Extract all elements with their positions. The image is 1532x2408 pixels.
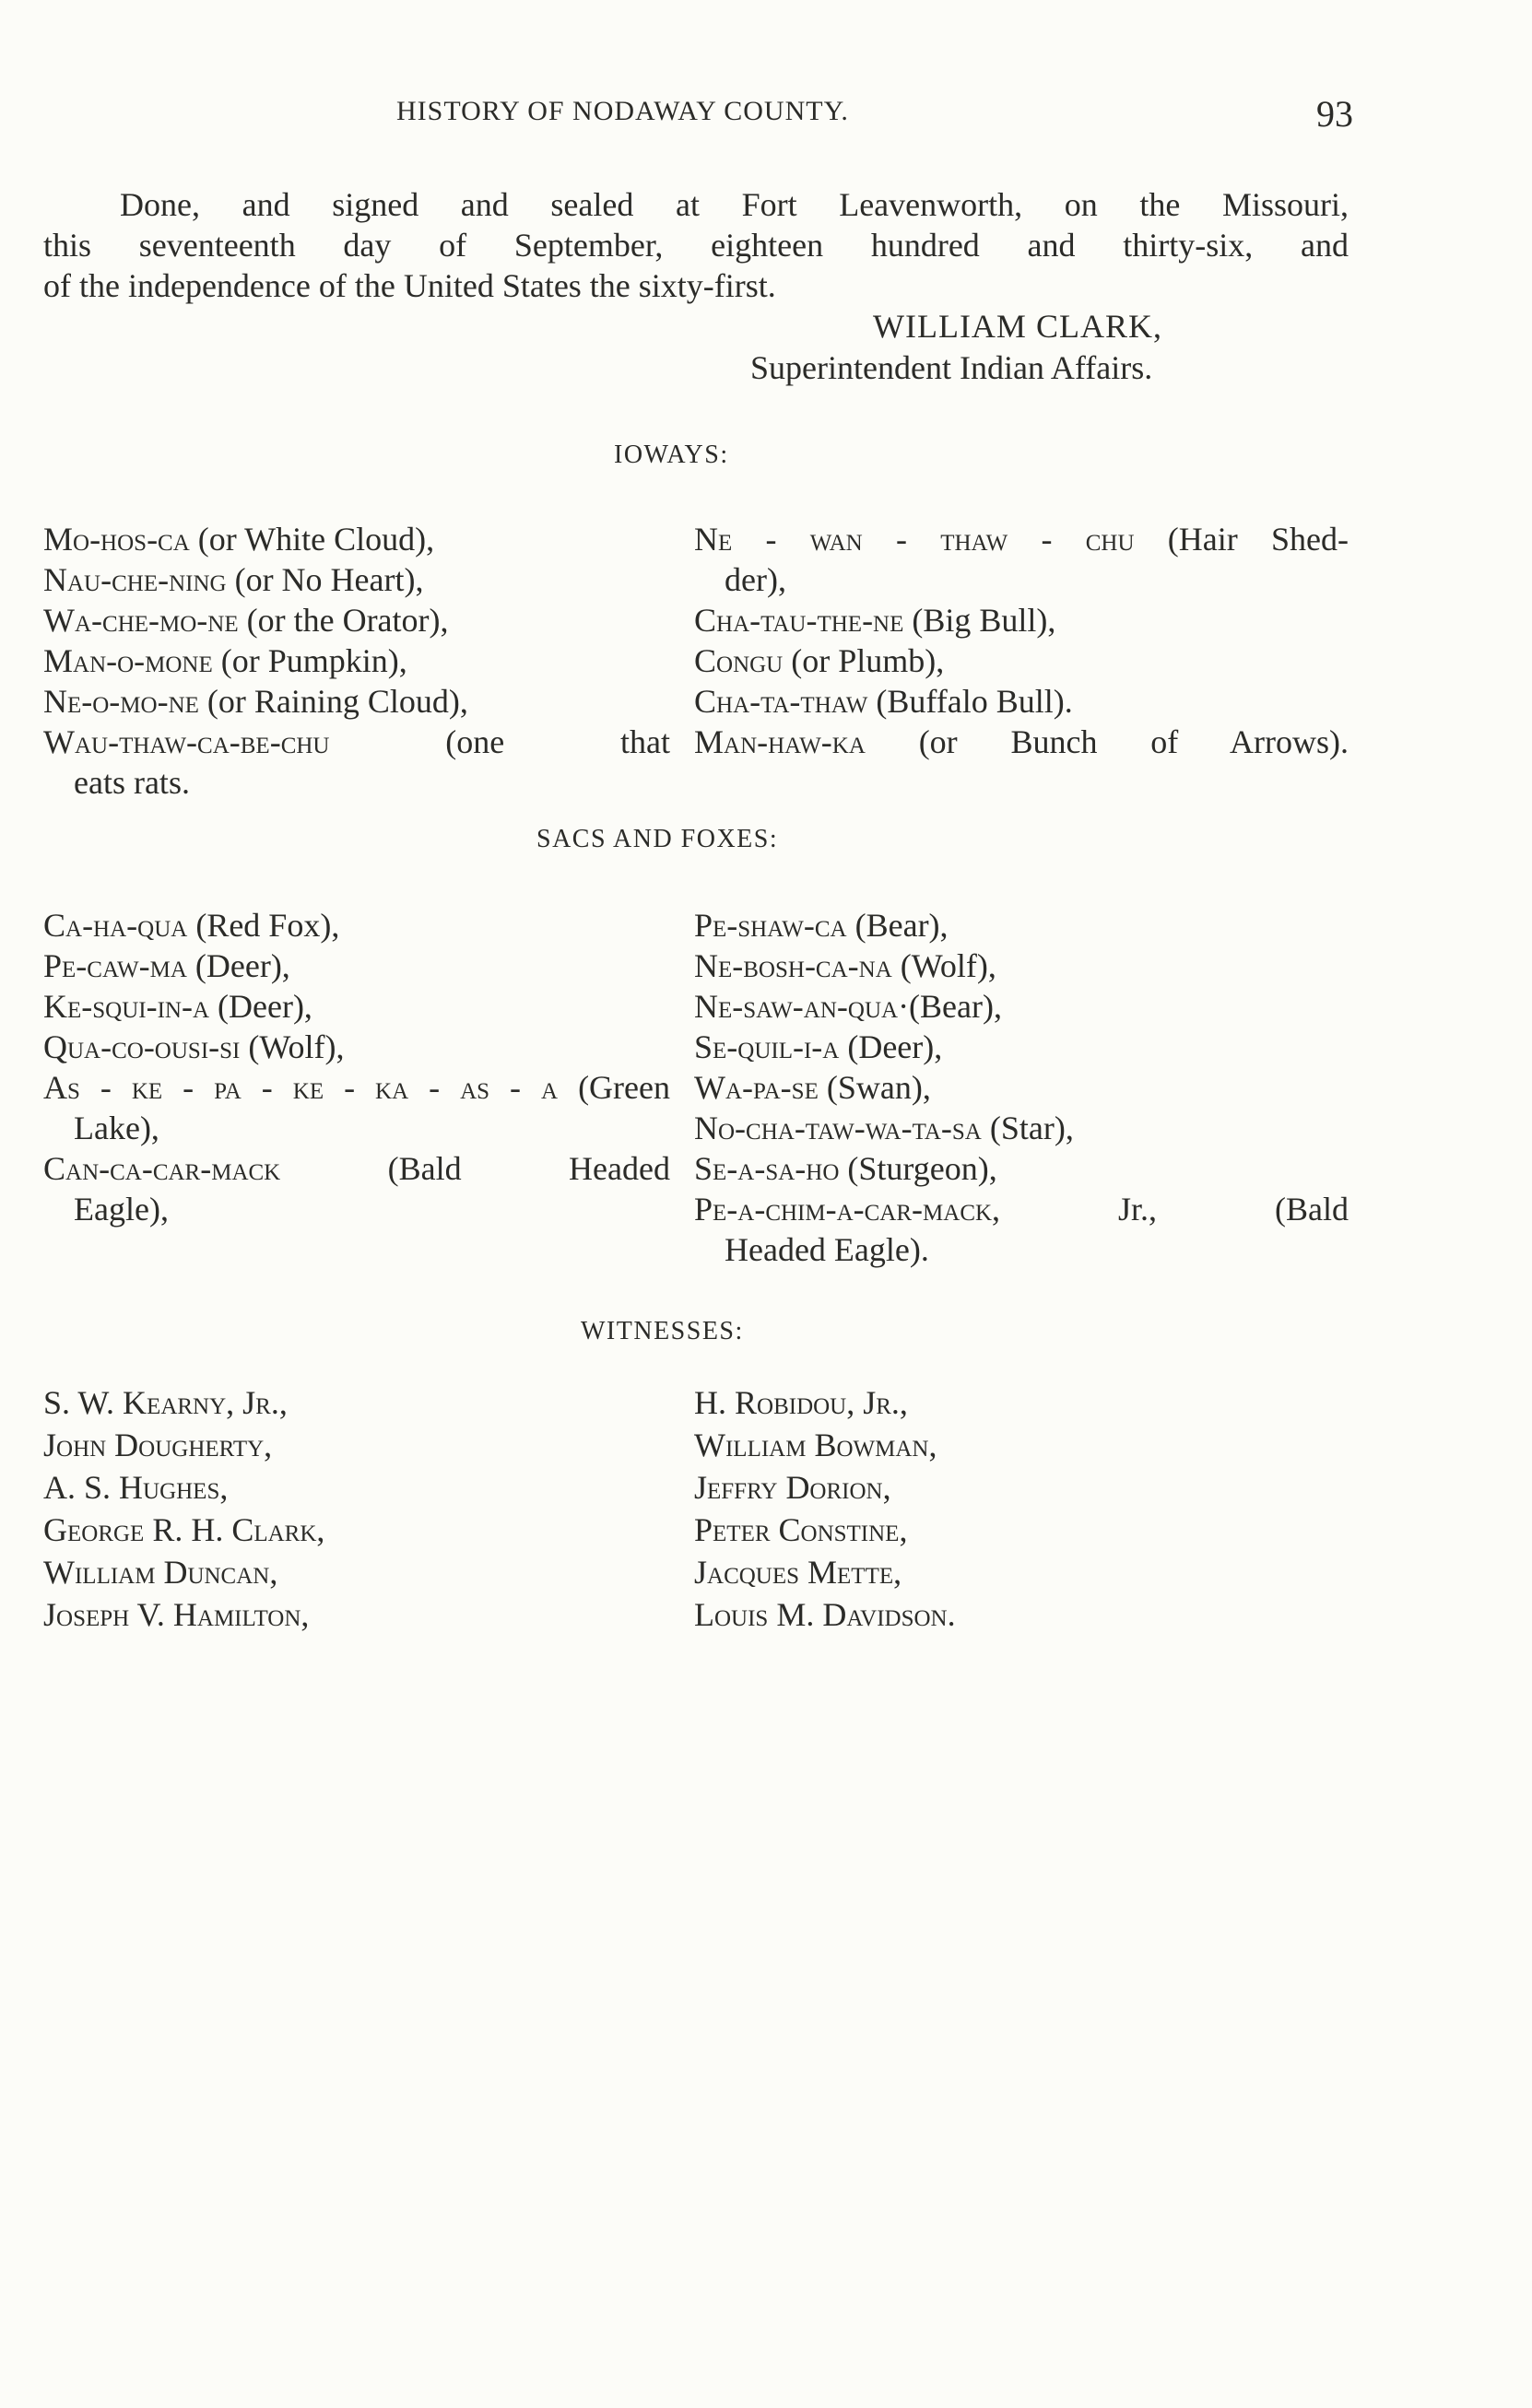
closing-line: of the independence of the United States the sixty-first. bbox=[43, 267, 776, 304]
signatory-line bbox=[694, 722, 1349, 762]
signatory-description: (Deer), bbox=[186, 947, 290, 984]
signatory-line bbox=[694, 905, 949, 946]
signer-title: Superintendent Indian Affairs. bbox=[750, 349, 1153, 386]
signatory-line bbox=[74, 1189, 169, 1229]
witness-line bbox=[694, 1382, 908, 1423]
running-title: HISTORY OF NODAWAY COUNTY. bbox=[396, 96, 849, 126]
signatory-line bbox=[43, 946, 290, 986]
signatory-description: (or White Cloud), bbox=[189, 521, 435, 558]
signatory-line bbox=[694, 600, 1055, 640]
signatory-name: Se-quil-i-a bbox=[694, 1028, 840, 1065]
signatory-description: (Star), bbox=[981, 1110, 1074, 1146]
witness-line bbox=[43, 1552, 277, 1592]
signatory-description: (or Plumb), bbox=[783, 642, 945, 679]
signatory-name: Wa-che-mo-ne bbox=[43, 602, 239, 639]
signer-name: WILLIAM CLARK, bbox=[873, 308, 1162, 345]
signatory-name: S. W. Kearny, Jr., bbox=[43, 1384, 288, 1421]
signatory-name: Nau-che-ning bbox=[43, 561, 227, 598]
signatory-name: Peter Constine, bbox=[694, 1511, 908, 1548]
signatory-name: Jeffry Dorion, bbox=[694, 1469, 891, 1506]
witness-line bbox=[694, 1594, 956, 1635]
signatory-line bbox=[43, 905, 339, 946]
signatory-description: Jr., (Bald bbox=[1000, 1191, 1349, 1227]
signatory-name: John Dougherty, bbox=[43, 1427, 273, 1463]
witness-line bbox=[694, 1467, 891, 1508]
signatory-name: Wa-pa-se bbox=[694, 1069, 819, 1106]
signatory-description: eats rats. bbox=[74, 764, 190, 801]
signatory-name: Ne-saw-an-qua bbox=[694, 988, 899, 1025]
signatory-name: Cha-tau-the-ne bbox=[694, 602, 904, 639]
signatory-name: Joseph V. Hamilton, bbox=[43, 1596, 310, 1633]
witness-line bbox=[43, 1425, 272, 1465]
signatory-line bbox=[694, 1108, 1074, 1148]
signatory-description: (Sturgeon), bbox=[839, 1150, 997, 1187]
signatory-line bbox=[74, 1108, 159, 1148]
signatory-description: Headed Eagle). bbox=[725, 1231, 929, 1268]
signatory-description: (Bear), bbox=[846, 907, 949, 944]
signatory-name: Louis M. Davidson. bbox=[694, 1596, 956, 1633]
signatory-description: Lake), bbox=[74, 1110, 159, 1146]
signatory-name: Congu bbox=[694, 642, 784, 679]
page-number: 93 bbox=[1316, 93, 1353, 135]
signatory-description: (Bald Headed bbox=[280, 1150, 670, 1187]
signatory-line bbox=[43, 1148, 670, 1189]
witness-line bbox=[43, 1509, 324, 1550]
signatory-name: Ne-o-mo-ne bbox=[43, 683, 199, 720]
signatory-name: Se-a-sa-ho bbox=[694, 1150, 840, 1187]
signatory-name: A. S. Hughes, bbox=[43, 1469, 229, 1506]
signatory-name: Man-haw-ka bbox=[694, 723, 866, 760]
signatory-name: Wau-thaw-ca-be-chu bbox=[43, 723, 330, 760]
signatory-name: Ca-ha-qua bbox=[43, 907, 188, 944]
signatory-line bbox=[694, 681, 1073, 722]
witness-line bbox=[43, 1594, 309, 1635]
signatory-name: Cha-ta-thaw bbox=[694, 683, 868, 720]
signatory-description: (one that bbox=[329, 723, 670, 760]
signatory-name: George R. H. Clark, bbox=[43, 1511, 325, 1548]
signatory-line bbox=[43, 559, 424, 600]
signatory-line bbox=[74, 762, 190, 803]
signatory-description: (or Raining Cloud), bbox=[198, 683, 468, 720]
signatory-name: H. Robidou, Jr., bbox=[694, 1384, 908, 1421]
signatory-name: Qua-co-ousi-si bbox=[43, 1028, 241, 1065]
signatory-line bbox=[694, 1027, 942, 1067]
signatory-name: William Duncan, bbox=[43, 1554, 278, 1591]
signatory-name: William Bowman, bbox=[694, 1427, 937, 1463]
signatory-line bbox=[694, 1189, 1349, 1229]
signatory-line bbox=[43, 519, 434, 559]
signatory-description: der), bbox=[725, 561, 786, 598]
signatory-description: (or the Orator), bbox=[238, 602, 449, 639]
signatory-name: Pe-shaw-ca bbox=[694, 907, 847, 944]
signatory-name: Jacques Mette, bbox=[694, 1554, 902, 1591]
signatory-line bbox=[43, 1027, 344, 1067]
signatory-name: Man-o-mone bbox=[43, 642, 213, 679]
witness-line bbox=[694, 1552, 902, 1592]
signatory-description: ·(Bear), bbox=[898, 988, 1002, 1025]
closing-line: this seventeenth day of September, eighteen hundred and thirty-six, and bbox=[43, 227, 1349, 264]
signatory-name: Pe-caw-ma bbox=[43, 947, 187, 984]
signatory-name: Ke-squi-in-a bbox=[43, 988, 210, 1025]
section-heading-sacs-and-foxes: SACS AND FOXES: bbox=[536, 825, 779, 853]
signatory-name: As - ke - pa - ke - ka - as - a bbox=[43, 1069, 559, 1106]
signatory-name: Can-ca-car-mack bbox=[43, 1150, 281, 1187]
signatory-description: (or No Heart), bbox=[226, 561, 424, 598]
signatory-line bbox=[725, 559, 786, 600]
signatory-line bbox=[694, 519, 1349, 559]
signatory-name: No-cha-taw-wa-ta-sa bbox=[694, 1110, 982, 1146]
witness-line bbox=[694, 1425, 937, 1465]
signatory-description: (Buffalo Bull). bbox=[867, 683, 1073, 720]
witness-line bbox=[43, 1382, 288, 1423]
signatory-name: Mo-hos-ca bbox=[43, 521, 190, 558]
signatory-line bbox=[43, 640, 407, 681]
signatory-description: (or Pumpkin), bbox=[212, 642, 407, 679]
signatory-description: (Wolf), bbox=[891, 947, 996, 984]
signatory-description: (Red Fox), bbox=[187, 907, 340, 944]
signatory-description: (Big Bull), bbox=[903, 602, 1056, 639]
closing-line: Done, and signed and sealed at Fort Leavenworth, on the Missouri, bbox=[120, 186, 1349, 223]
signatory-name: Ne - wan - thaw - chu bbox=[694, 521, 1135, 558]
witness-line bbox=[694, 1509, 907, 1550]
witness-line bbox=[43, 1467, 228, 1508]
signatory-description: (or Bunch of Arrows). bbox=[865, 723, 1349, 760]
signatory-line bbox=[43, 722, 670, 762]
signatory-line bbox=[694, 1148, 997, 1189]
signatory-description: (Deer), bbox=[209, 988, 312, 1025]
section-heading-ioways: IOWAYS: bbox=[614, 440, 729, 469]
section-heading-witnesses: WITNESSES: bbox=[581, 1317, 744, 1345]
signatory-name: Pe-a-chim-a-car-mack, bbox=[694, 1191, 1001, 1227]
signatory-description: (Wolf), bbox=[240, 1028, 345, 1065]
signatory-line bbox=[694, 986, 1002, 1027]
signatory-line bbox=[43, 600, 449, 640]
signatory-line bbox=[694, 640, 944, 681]
signatory-line bbox=[694, 1067, 931, 1108]
signatory-description: (Green bbox=[558, 1069, 670, 1106]
signatory-line bbox=[694, 946, 996, 986]
signatory-description: (Swan), bbox=[818, 1069, 931, 1106]
signatory-line bbox=[43, 681, 468, 722]
signatory-description: (Deer), bbox=[839, 1028, 943, 1065]
signatory-line bbox=[43, 986, 312, 1027]
signatory-description: Eagle), bbox=[74, 1191, 169, 1227]
signatory-line bbox=[43, 1067, 670, 1108]
signatory-description: (Hair Shed- bbox=[1134, 521, 1349, 558]
signatory-name: Ne-bosh-ca-na bbox=[694, 947, 892, 984]
signatory-line bbox=[725, 1229, 929, 1270]
